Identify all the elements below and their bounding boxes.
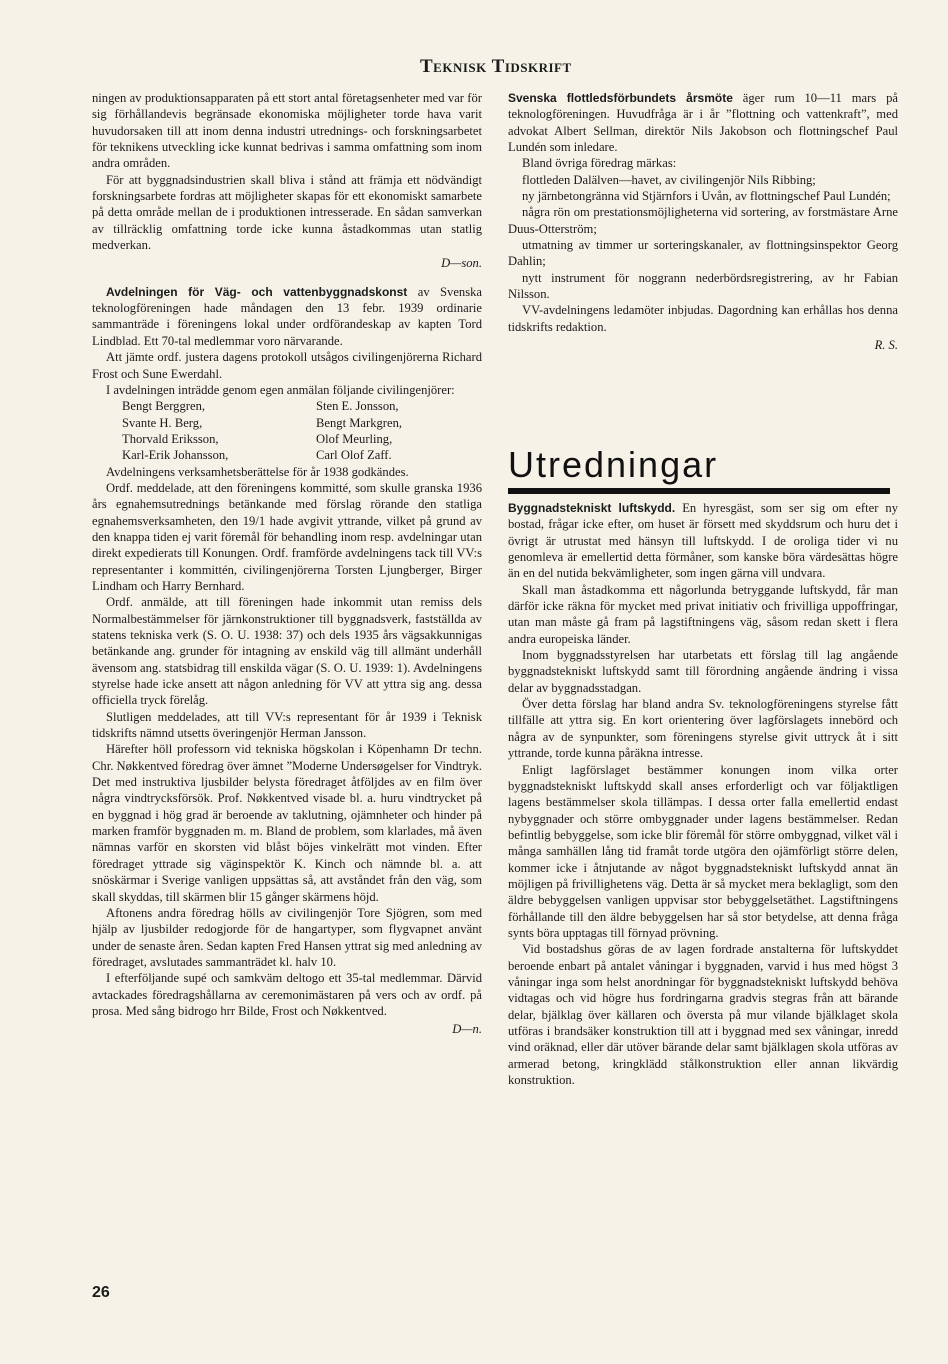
paragraph: [508, 500, 898, 582]
paragraph-body: En hyresgäst, som ser sig om efter ny bostad, frågar icke efter, om huset är försett med skyddsrum och huru det i övrigt är utrustat med hänsyn till luftskydd. I de oroliga tider vi nu genomleva är emellertid detta förmåner, som kanske böra värdesättas högre än en del nutida bekvämligheter, som ingen gärna vill undvara.: [508, 501, 898, 581]
paragraph: Bland övriga föredrag märkas:: [522, 156, 677, 171]
paragraph: Att jämte ordf. justera dagens protokoll utsågos civilingenjörerna Richard Frost och Sune Ewerdahl.: [92, 350, 482, 381]
paragraph-body: av Svenska teknologföreningen hade måndagen den 13 febr. 1939 ordinarie sammanträde i föreningens lokal under ordförandeskap av kapten Tord Lindblad. Ett 70-tal medlemmar voro närvarande.: [92, 284, 482, 348]
right-column-top: [508, 90, 898, 366]
paragraph: ny järnbetongränna vid Stjärnfors i Uvån, av flottningschef Paul Lundén;: [522, 189, 891, 204]
paragraph: Slutligen meddelades, att till VV:s representant för år 1939 i Teknisk tidskrifts nämnd utsetts överingenjör Herman Jansson.: [92, 709, 482, 741]
signature: D—son.: [441, 256, 482, 271]
paragraph: Avdelningens verksamhetsberättelse för år 1938 godkändes.: [106, 464, 409, 479]
paragraph: Enligt lagförslaget bestämmer konungen inom vilka orter byggnadstekniskt luftskydd skall anses erforderligt och var följaktligen lagens bestämmelser skola tillämpas. I dessa orter falla emellertid endast nybyggnader och större ombyggnader under lagens bestämmelser. Redan befintlig bebyggelse, som icke blir föremål för större ombyggnad, vilket väl i många samhällen lång tid framåt torde utgöra den ojämförligt större delen, kommer icke i åtnjutande av något byggnadstekniskt luftskydd annat än möjligen på frivillighetens väg. Detta är så mycket mera beklagligt, som den äldre bebyggelsen vanligen uppvisar stor bebyggelsetäthet. Lagstiftningens förhållande till den äldre bebyggelsen har så stor betydelse, att denna fråga synts böra upptagas till förnyad prövning.: [508, 762, 898, 940]
paragraph: Härefter höll professorn vid tekniska högskolan i Köpenhamn Dr techn. Chr. Nøkkentved föredrag över ämnet ”Moderne Undersøgelser for Vindtryk. Det med instruktiva ljusbilder belysta föredraget åtföljdes av en film över några vindtrycksförsök. Prof. Nøkkentved visade bl. a. huru vindtrycket på en byggnad i hög grad är beroende av taklutning, ojämnheter och hinder på marken framför byggnaden m. m. Bland de problem, som klarlades, må även nämnas varför en skorsten vid blåst böjes vinkelrätt mot vinden. Efter föredraget yttrade sig väginspektör K. Kinch och nämnde bl. a. att snöskärmar i Sverige vanligen uppsättas så, att avståndet från den väg, som skall skyddas, till skärmen blir 15 gånger skärmens höjd.: [92, 742, 482, 904]
paragraph: utmatning av timmer ur sorteringskanaler, av flottningsinspektor Georg Dahlin;: [508, 238, 898, 269]
member-name: Karl-Erik Johansson,: [122, 448, 229, 463]
paragraph: VV-avdelningens ledamöter inbjudas. Dagordning kan erhållas hos denna tidskrifts redaktion.: [508, 303, 898, 334]
member-name: Svante H. Berg,: [122, 415, 203, 430]
member-name: Carl Olof Zaff.: [316, 448, 392, 463]
paragraph-lead: Svenska flottledsförbundets årsmöte: [508, 91, 733, 105]
journal-masthead: Teknisk Tidskrift: [420, 56, 572, 77]
paragraph: några rön om prestationsmöjligheterna vid sortering, av forstmästare Arne Duus-Otterström;: [508, 205, 898, 236]
member-name: Olof Meurling,: [316, 431, 393, 446]
paragraph-lead: Avdelningen för Väg- och vattenbyggnadskonst: [106, 284, 408, 299]
member-name: Thorvald Eriksson,: [122, 431, 219, 446]
member-name: Bengt Berggren,: [122, 399, 206, 414]
heading-rule: [508, 488, 890, 494]
paragraph: Över detta förslag har bland andra Sv. teknologföreningens styrelse fått tillfälle att yttra sig. En kort orientering över lagförslagets innebörd och några av de synpunkter, som föreningens styrelse givit uttryck åt i sitt yttrande, torde kunna påräkna intresse.: [508, 697, 898, 761]
page-number: 26: [92, 1284, 110, 1301]
paragraph: Vid bostadshus göras de av lagen fordrade anstalterna för luftskyddet beroende enbart på antalet våningar i byggnaden, varvid i hus med högst 3 våningar inga som helst anordningar för byggnadstekniskt luftskydd behöva vidtagas och vid högre hus fordringarna gradvis stegras från att bärande delar, bjälklag över källaren och översta på mur vilande bjälklaget skola utföras i brandsäker konstruktion till att i byggnad med sex våningar, inredd vind oräknad, eller där utöver bärande delar samt bjälklagen skola utföras av armerad betong, kringklädd stålkonstruktion eller annan likvärdig konstruktion.: [508, 942, 898, 1088]
paragraph-body: äger rum 10—11 mars på teknologföreningen. Huvudfråga är i år ”flottning och vattenkraft”, med advokat Albert Sellman, direktör Nils Jakobson och flottningschef Paul Lundén som inledare.: [508, 91, 898, 155]
paragraph: Aftonens andra föredrag hölls av civilingenjör Tore Sjögren, som med hjälp av ljusbilder redogjorde för de hangartyper, som flygvapnet använt under de senaste åren. Sedan kapten Fred Hansen yttrat sig med anledning av föredraget, avslutades sammanträdet kl. halv 10.: [92, 905, 482, 969]
paragraph: Skall man åstadkomma ett någorlunda betryggande luftskydd, får man därför icke räkna för mycket med privat initiativ och frivilliga uppoffringar, utan man måste gå fram på lagstiftningens väg, såsom redan skett i flera andra europeiska länder.: [508, 582, 898, 646]
paragraph: [92, 284, 482, 349]
signature: R. S.: [874, 338, 898, 353]
paragraph: flottleden Dalälven—havet, av civilingenjör Nils Ribbing;: [522, 172, 816, 187]
member-name: Sten E. Jonsson,: [316, 399, 399, 414]
paragraph: [508, 90, 898, 155]
paragraph: nytt instrument för noggrann nederbördsregistrering, av hr Fabian Nilsson.: [508, 270, 898, 302]
section-heading: Utredningar: [508, 444, 719, 485]
member-name-list: [92, 398, 482, 463]
paragraph: ningen av produktionsapparaten på ett stort antal företagsenheter med var för sig förhållandevis begränsade ekonomiska möjligheter torde hava varit huvudorsaken till att inom denna industri utrednings- och forskningsarbetet för teknikens utveckling icke kunnat bedrivas i samma omfattning som inom andra områden.: [92, 91, 482, 171]
paragraph: I avdelningen inträdde genom egen anmälan följande civilingenjörer:: [106, 382, 455, 397]
left-column: [92, 90, 482, 1050]
paragraph-lead: Byggnadstekniskt luftskydd.: [508, 501, 676, 515]
right-column-bottom: [508, 500, 898, 1088]
paragraph: I efterföljande supé och samkväm deltogo ett 35-tal medlemmar. Därvid avtackades föredragshållarna av ceremonimästaren på vers och av ordf. på prosa. Med sång bidrogo hrr Bilde, Frost och Nøkkentved.: [92, 971, 482, 1018]
paragraph: Inom byggnadsstyrelsen har utarbetats ett förslag till lag angående byggnadstekniskt luftskydd samt till förordning angående ändring i vissa delar av byggnadsstadgan.: [508, 648, 898, 695]
signature: D—n.: [452, 1022, 482, 1037]
paragraph: Ordf. anmälde, att till föreningen hade inkommit utan remiss dels Normalbestämmelser för järnkonstruktioner till byggnadsverk, fastställda av statens tekniska verk (S. O. U. 1938: 37) och dels 1935 års vägsakkunnigas betänkande ang. grunder för intagning av enskild väg till allmänt underhåll ävensom ang. statsbidrag till enskilda vägar (S. O. U. 1939: 1). Avdelningens styrelse hade icke ansett att någon anledning för VV att yttra sig ang. dessa officiella tryck förelåg.: [92, 595, 482, 708]
paragraph: Ordf. meddelade, att den föreningens kommitté, som skulle granska 1936 års egnahemsutrednings betänkande med förslag rörande den statliga egnahemsverksamheten, den 19/1 hade avgivit yttrande, vilket på grund av den knappa tiden ej varit föremål för behandling inom resp. avdelningar utan direkt expedierats till Konungen. Ordf. framförde avdelningens tack till VV:s representanter i kommittén, civilingenjörerna Torsten Ljungberger, Birger Lindham och Harry Bernhard.: [92, 480, 482, 593]
member-name: Bengt Markgren,: [316, 415, 403, 430]
paragraph: För att byggnadsindustrien skall bliva i stånd att främja ett nödvändigt forskningsarbete fordras att möjligheter skapas för ett ekonomiskt samarbete på detta område mellan de i produktionen intresserade. En sådan samverkan av tillräcklig omfattning torde icke kunna åstadkommas utan statlig medverkan.: [92, 172, 482, 253]
